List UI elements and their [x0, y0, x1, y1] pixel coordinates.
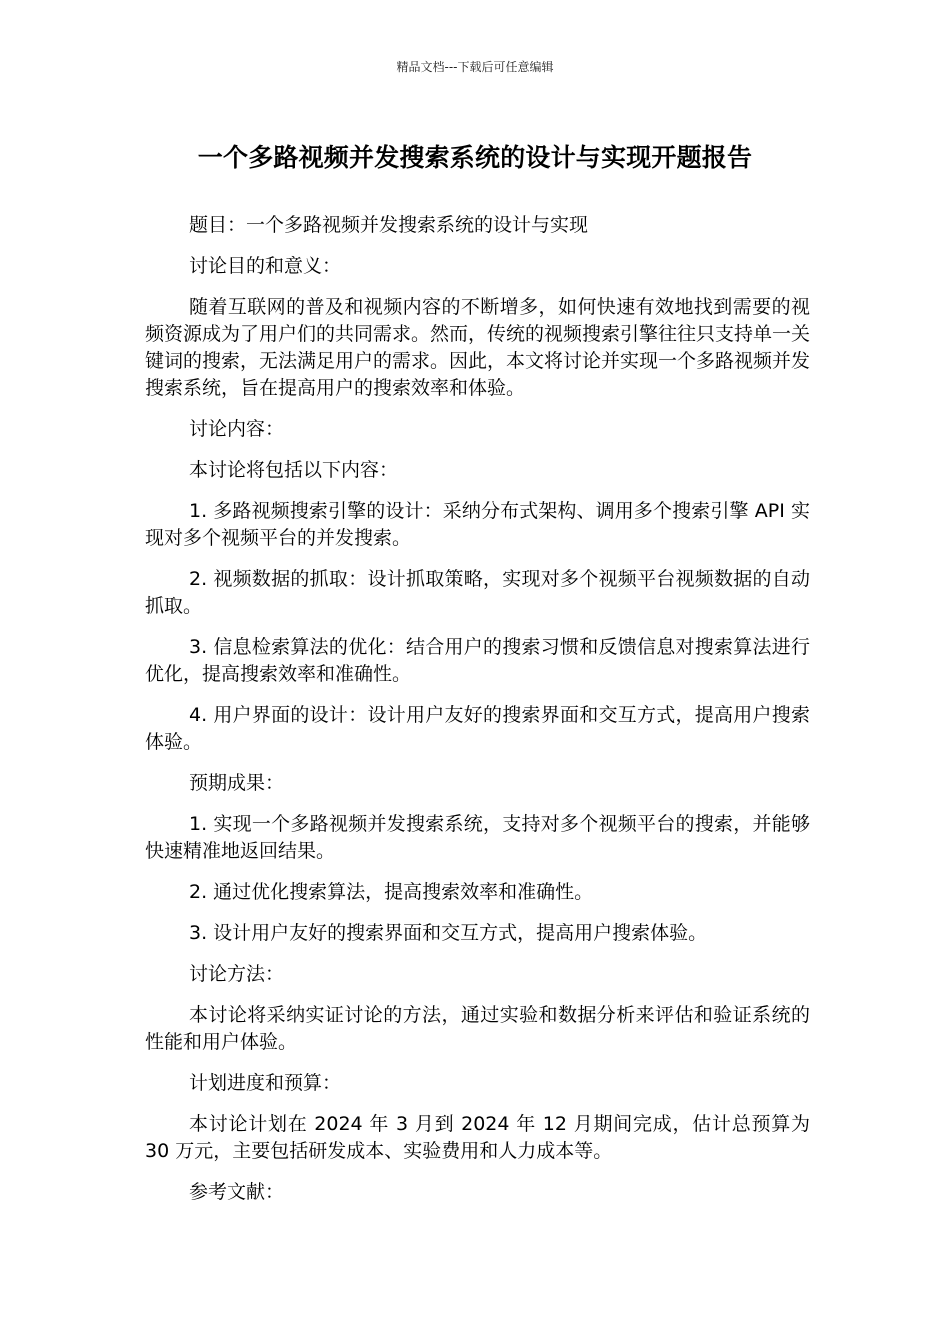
content-intro: 本讨论将包括以下内容：: [189, 459, 399, 481]
content-item-1: 1. 多路视频搜索引擎的设计：采纳分布式架构、调用多个搜索引擎 API 实现对多个视频平台的并发搜索。: [145, 500, 810, 549]
section-heading-purpose: 讨论目的和意义：: [189, 255, 342, 277]
content-item-3: 3. 信息检索算法的优化：结合用户的搜索习惯和反馈信息对搜索算法进行优化，提高搜索效率和准确性。: [145, 636, 810, 685]
result-item-3: 3. 设计用户友好的搜索界面和交互方式，提高用户搜索体验。: [189, 922, 708, 944]
purpose-paragraph: 随着互联网的普及和视频内容的不断增多，如何快速有效地找到需要的视频资源成为了用户们的共同需求。然而，传统的视频搜索引擎往往只支持单一关键词的搜索，无法满足用户的需求。因此，本文将讨论并实现一个多路视频并发搜索系统，旨在提高用户的搜索效率和体验。: [145, 296, 811, 399]
method-paragraph: 本讨论将采纳实证讨论的方法，通过实验和数据分析来评估和验证系统的性能和用户体验。: [145, 1004, 810, 1053]
section-heading-schedule: 计划进度和预算：: [189, 1072, 342, 1094]
schedule-paragraph: 本讨论计划在 2024 年 3 月到 2024 年 12 月期间完成，估计总预算为 30 万元，主要包括研发成本、实验费用和人力成本等。: [145, 1113, 810, 1162]
section-heading-references: 参考文献：: [189, 1181, 285, 1203]
section-heading-results: 预期成果：: [189, 772, 285, 794]
content-item-2: 2. 视频数据的抓取：设计抓取策略，实现对多个视频平台视频数据的自动抓取。: [145, 568, 810, 617]
document-body: [145, 212, 810, 1220]
result-item-1: 1. 实现一个多路视频并发搜索系统，支持对多个视频平台的搜索，并能够快速精准地返回结果。: [145, 813, 810, 862]
section-heading-content: 讨论内容：: [189, 418, 285, 440]
section-heading-method: 讨论方法：: [189, 963, 285, 985]
topic-line: 题目：一个多路视频并发搜索系统的设计与实现: [189, 214, 589, 236]
content-item-4: 4. 用户界面的设计：设计用户友好的搜索界面和交互方式，提高用户搜索体验。: [145, 704, 810, 753]
result-item-2: 2. 通过优化搜索算法，提高搜索效率和准确性。: [189, 881, 594, 903]
document-title: 一个多路视频并发搜索系统的设计与实现开题报告: [197, 143, 753, 172]
header-note: 精品文档---下载后可任意编辑: [396, 60, 554, 74]
